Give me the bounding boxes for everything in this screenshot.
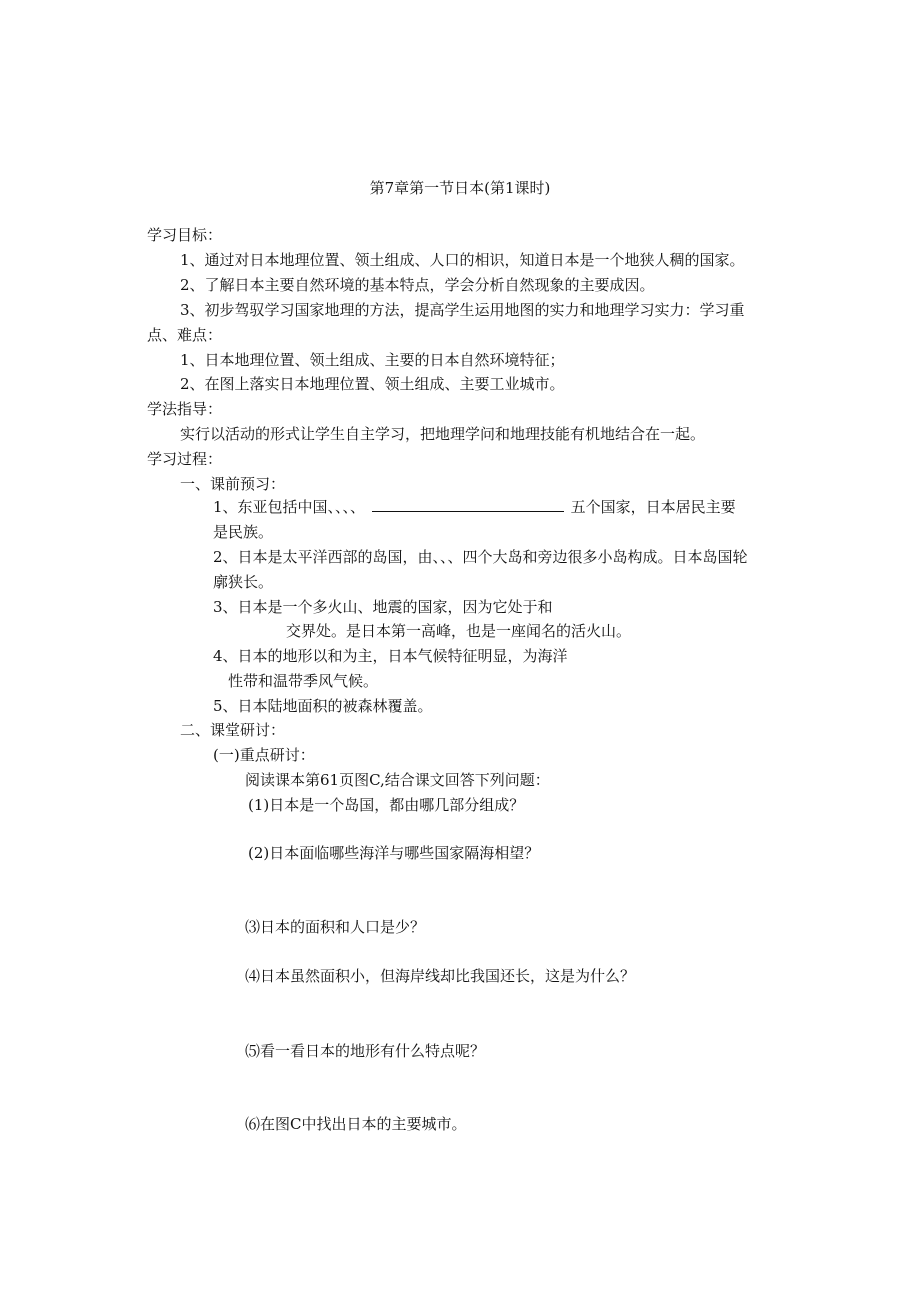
preview-q3-wrap: 交界处。是日本第一高峰，也是一座闻名的活火山。 — [286, 622, 632, 640]
study-question-4: ⑷日本虽然面积小，但海岸线却比我国还长，这是为什么？ — [245, 967, 636, 985]
preview-q4-wrap: 性带和温带季风气候。 — [228, 672, 379, 690]
key-point-1: 1、日本地理位置、领土组成、主要的日本自然环境特征； — [180, 351, 565, 369]
method-heading: 学法指导： — [147, 400, 223, 418]
preview-q1 — [213, 497, 736, 517]
preview-q5: 5、日本陆地面积的被森林覆盖。 — [213, 697, 433, 715]
preview-q4: 4、日本的地形以和为主，日本气候特征明显，为海洋 — [213, 647, 568, 665]
objective-item-3: 3、初步驾驭学习国家地理的方法，提高学生运用地图的实力和地理学习实力：学习重 — [180, 301, 745, 319]
study-heading: 二、课堂研讨： — [180, 721, 286, 739]
objective-item-2: 2、了解日本主要自然环境的基本特点，学会分析自然现象的主要成因。 — [180, 276, 655, 294]
preview-q1-end: 五个国家，日本居民主要 — [570, 498, 736, 516]
key-point-2: 2、在图上落实日本地理位置、领土组成、主要工业城市。 — [180, 375, 565, 393]
objectives-heading: 学习目标： — [147, 226, 223, 244]
study-question-6: ⑹在图C中找出日本的主要城市。 — [245, 1115, 467, 1133]
objective-item-1: 1、通过对日本地理位置、领土组成、人口的相识，知道日本是一个地狭人稠的国家。 — [180, 251, 745, 269]
preview-q2: 2、日本是太平洋西部的岛国，由、、、四个大岛和旁边很多小岛构成。日本岛国轮 — [213, 548, 748, 566]
method-text: 实行以活动的形式让学生自主学习，把地理学问和地理技能有机地结合在一起。 — [180, 425, 706, 443]
page-title: 第7章第一节日本(第1课时) — [369, 179, 551, 197]
answer-blank — [372, 497, 564, 512]
preview-q2-wrap: 廓狭长。 — [213, 573, 274, 591]
preview-heading: 一、课前预习： — [180, 475, 286, 493]
preview-q3: 3、日本是一个多火山、地震的国家，因为它处于和 — [213, 598, 553, 616]
preview-q1-wrap: 是民族。 — [213, 523, 274, 541]
objective-item-3-wrap: 点、难点： — [147, 326, 223, 344]
study-question-5: ⑸看一看日本的地形有什么特点呢？ — [245, 1042, 486, 1060]
preview-q1-start: 1、东亚包括中国、、、、 — [213, 498, 366, 516]
study-subheading: (一)重点研讨： — [213, 746, 315, 764]
study-intro: 阅读课本第61页图C,结合课文回答下列问题： — [245, 771, 550, 789]
study-question-2: (2)日本面临哪些海洋与哪些国家隔海相望？ — [248, 844, 540, 862]
study-question-3: ⑶日本的面积和人口是少？ — [245, 918, 426, 936]
study-question-1: (1)日本是一个岛国，都由哪几部分组成？ — [248, 796, 525, 814]
process-heading: 学习过程： — [147, 450, 223, 468]
